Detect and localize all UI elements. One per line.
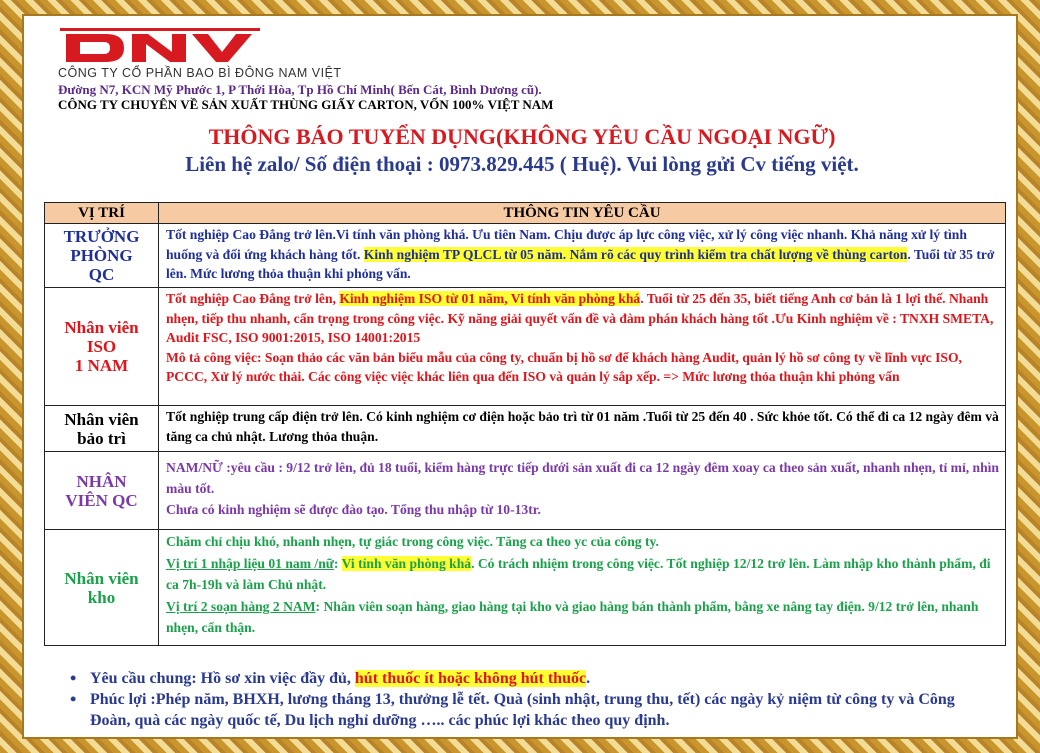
table-row: [45, 530, 1006, 646]
footer-notes: [68, 668, 998, 731]
dnv-logo: [58, 22, 268, 66]
company-specialty: CÔNG TY CHUYÊN VỀ SẢN XUẤT THÙNG GIẤY CARTON, VỐN 100% VIỆT NAM: [58, 97, 554, 112]
benefits: • Phúc lợi :Phép năm, BHXH, lương tháng 13, thưởng lễ tết. Quà (sinh nhật, trung thu, tết) các ngày kỷ niệm từ công ty và Công Đoàn, quà các ngày quốc tế, Du lịch nghỉ dưỡng ….. các phúc lợi khác theo quy định.: [68, 689, 998, 731]
col-info-header: THÔNG TIN YÊU CẦU: [159, 203, 1006, 224]
table-header-row: [45, 203, 1006, 224]
company-address: Đường N7, KCN Mỹ Phước 1, P Thới Hòa, Tp Hồ Chí Minh( Bến Cát, Bình Dương cũ).: [58, 82, 542, 97]
position-cell: Nhân viên kho: [45, 530, 159, 646]
table-row: [45, 406, 1006, 452]
contact-line: Liên hệ zalo/ Số điện thoại : 0973.829.445 ( Huệ). Vui lòng gửi Cv tiếng việt.: [185, 152, 859, 176]
table-row: [45, 288, 1006, 406]
table-row: [45, 452, 1006, 530]
col-position-header: VỊ TRÍ: [45, 203, 159, 224]
highlight: Kinh nghiệm TP QLCL từ 05 năm. Nắm rõ các quy trình kiểm tra chất lượng về thùng carton: [363, 246, 908, 262]
job-table: [44, 202, 1006, 646]
position-cell: Nhân viên ISO 1 NAM: [45, 288, 159, 406]
page-title: THÔNG BÁO TUYỂN DỤNG(KHÔNG YÊU CẦU NGOẠI NGỮ): [208, 124, 836, 149]
position-cell: NHÂN VIÊN QC: [45, 452, 159, 530]
general-requirements: • Yêu cầu chung: Hồ sơ xin việc đầy đủ, hút thuốc ít hoặc không hút thuốc.: [68, 668, 998, 689]
highlight: Vi tính văn phòng khá: [341, 555, 472, 571]
position-cell: TRƯỞNG PHÒNG QC: [45, 224, 159, 288]
info-cell: Chăm chỉ chịu khó, nhanh nhẹn, tự giác trong công việc. Tăng ca theo yc của công ty. Vị trí 1 nhập liệu 01 nam /nữ: Vi tính văn phòng khá. Có trách nhiệm trong công việc. Tốt nghiệp 12/12 trở lên. Làm nhập kho thành phẩm, đi ca 7h-19h và làm Chủ nhật. Vị trí 2 soạn hàng 2 NAM: Nhân viên soạn hàng, giao hàng tại kho và giao hàng bán thành phẩm, bằng xe nâng tay điện. 9/12 trở lên, nhanh nhẹn, cẩn thận.: [159, 530, 1006, 646]
company-name: CÔNG TY CỔ PHẦN BAO BÌ ĐÔNG NAM VIỆT: [58, 66, 342, 80]
position-cell: Nhân viên bảo trì: [45, 406, 159, 452]
document-page: [22, 14, 1018, 739]
highlight: hút thuốc ít hoặc không hút thuốc: [354, 670, 587, 687]
highlight: Kinh nghiệm ISO từ 01 năm, Vi tính văn phòng khá: [339, 291, 641, 306]
info-cell: Tốt nghiệp Cao Đẳng trở lên.Vi tính văn phòng khá. Ưu tiên Nam. Chịu được áp lực công việc, xử lý công việc nhanh. Khả năng xử lý tình huống và đối ứng khách hàng tốt. Kinh nghiệm TP QLCL từ 05 năm. Nắm rõ các quy trình kiểm tra chất lượng về thùng carton. Tuổi từ 35 trở lên. Mức lương thỏa thuận khi phỏng vấn.: [159, 224, 1006, 288]
table-row: [45, 224, 1006, 288]
info-cell: NAM/NỮ :yêu cầu : 9/12 trở lên, đủ 18 tuổi, kiểm hàng trực tiếp dưới sản xuất đi ca 12 ngày đêm xoay ca theo sản xuất, nhanh nhẹn, tỉ mỉ, nhìn màu tốt. Chưa có kinh nghiệm sẽ được đào tạo. Tổng thu nhập từ 10-13tr.: [159, 452, 1006, 530]
info-cell: Tốt nghiệp trung cấp điện trở lên. Có kinh nghiệm cơ điện hoặc bảo trì từ 01 năm .Tuổi từ 25 đến 40 . Sức khỏe tốt. Có thể đi ca 12 ngày đêm và tăng ca chủ nhật. Lương thỏa thuận.: [159, 406, 1006, 452]
info-cell: Tốt nghiệp Cao Đẳng trở lên, Kinh nghiệm ISO từ 01 năm, Vi tính văn phòng khá. Tuổi từ 25 đến 35, biết tiếng Anh cơ bản là 1 lợi thế. Nhanh nhẹn, tiếp thu nhanh, cẩn trọng trong công việc. Kỹ năng giải quyết vấn đề và đàm phán khách hàng tốt .Ưu Kinh nghiệm về : TNXH SMETA, Audit FSC, ISO 9001:2015, ISO 14001:2015 Mô tả công việc: Soạn thảo các văn bản biểu mẫu của công ty, chuẩn bị hồ sơ để khách hàng Audit, quản lý hồ sơ công ty về lĩnh vực ISO, PCCC, Xử lý nước thải. Các công việc việc khác liên qua đến ISO và quản lý sắp xếp. => Mức lương thỏa thuận khi phỏng vấn: [159, 288, 1006, 406]
